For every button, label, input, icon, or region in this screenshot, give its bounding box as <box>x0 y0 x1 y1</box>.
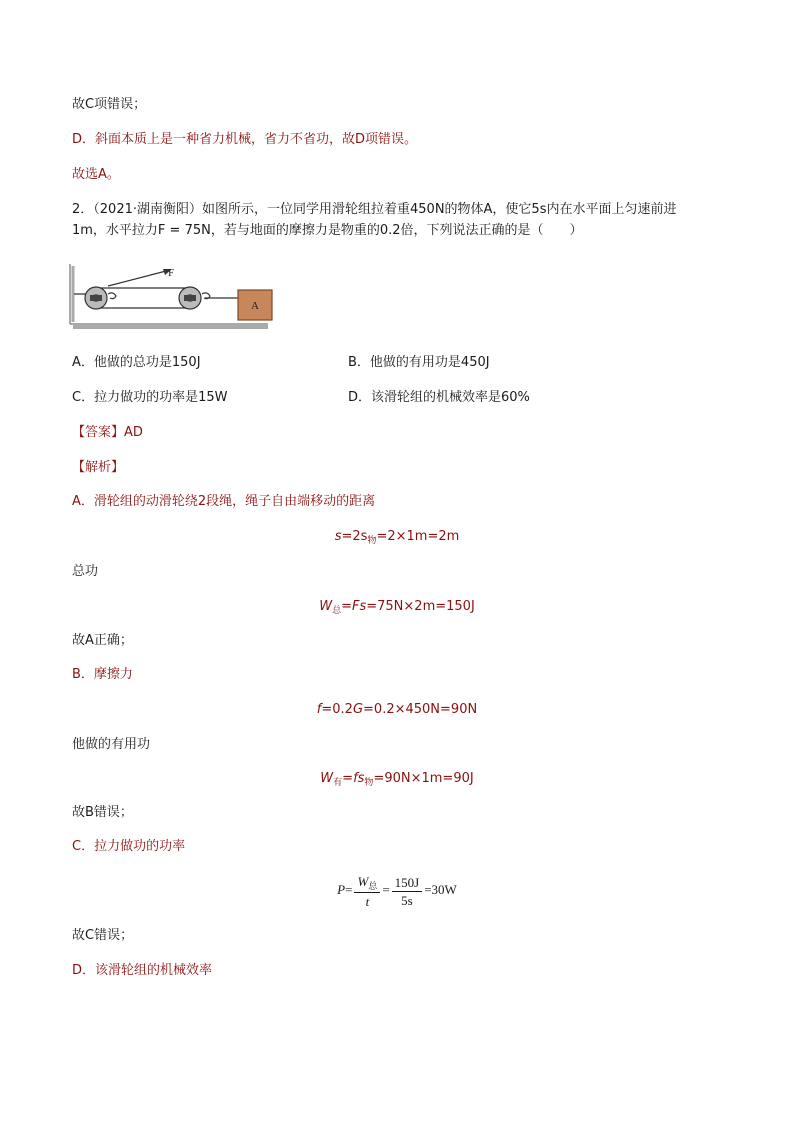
equation-power: P= $\frac{W_总}{t}$ = $\frac{150J}{5s}$ =30W <box>337 873 457 909</box>
analysis-a-text: A．滑轮组的动滑轮绕2段绳，绳子自由端移动的距离 <box>72 494 376 509</box>
useful-work-label: 他做的有用功 <box>72 737 151 752</box>
equation-useful-work: $W_有=fs_物=90N\times 1m=90J$ <box>320 771 474 788</box>
option-a: A．他做的总功是150J <box>72 355 201 370</box>
question-source: （2021·湖南衡阳） <box>93 202 202 217</box>
analysis-b-text: B．摩擦力 <box>72 667 133 682</box>
analysis-c-text: C．拉力做功的功率 <box>72 839 186 854</box>
pulley-figure <box>68 258 280 330</box>
block-label: A <box>251 300 259 312</box>
total-work-label: 总功 <box>72 564 99 579</box>
option-d: D．该滑轮组的机械效率是60% <box>348 390 530 405</box>
question-number: 2． <box>72 202 94 217</box>
option-c: C．拉力做功的功率是15W <box>72 390 228 405</box>
equation-total-work: $W_总=Fs=75N\times 2m=150J$ <box>319 599 475 616</box>
prev-choice: 故选A。 <box>72 167 120 182</box>
question-2-line-1 <box>72 200 676 220</box>
force-label: F <box>168 267 175 279</box>
equation-distance: $s=2s_物=2\times 1m=2m$ <box>334 529 460 546</box>
analysis-c-conclusion: 故C错误； <box>72 928 134 943</box>
analysis-d-text: D．该滑轮组的机械效率 <box>72 963 213 978</box>
answer-label: 【答案】AD <box>72 425 143 440</box>
option-b: B．他做的有用功是450J <box>348 355 490 370</box>
question-text-1: 如图所示，一位同学用滑轮组拉着重450N的物体A，使它5s内在水平面上匀速前进 <box>202 202 677 217</box>
analysis-b-conclusion: 故B错误； <box>72 805 133 820</box>
pull-rope <box>108 271 166 286</box>
prev-d-explanation: D．斜面本质上是一种省力机械，省力不省功，故D项错误。 <box>72 132 418 147</box>
question-text-2: 1m，水平拉力F = 75N，若与地面的摩擦力是物重的0.2倍，下列说法正确的是（ ） <box>72 223 583 238</box>
prev-c-conclusion: 故C项错误； <box>72 97 147 112</box>
fixed-pulley-icon <box>85 287 116 309</box>
equation-friction: f=0.2G=0.2×450N=90N <box>316 702 478 717</box>
movable-pulley-icon <box>179 287 210 309</box>
analysis-a-conclusion: 故A正确； <box>72 633 133 648</box>
analysis-label: 【解析】 <box>72 460 125 475</box>
